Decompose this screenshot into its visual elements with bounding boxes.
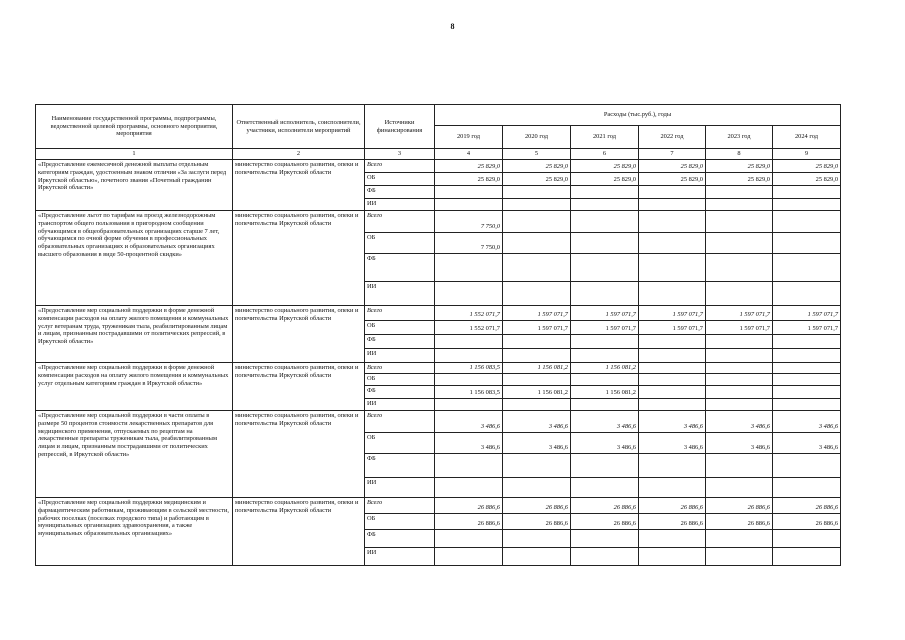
expense-value bbox=[503, 335, 571, 349]
expense-value bbox=[571, 335, 639, 349]
expense-value bbox=[571, 349, 639, 363]
expense-value bbox=[503, 399, 571, 411]
expense-value bbox=[706, 399, 773, 411]
measure-name: «Предоставление мер социальной поддержки в форме денежной компенсации расходов на оплату жилого помещения и коммунальных услуг отдельным категориям граждан в Иркутской области» bbox=[36, 363, 233, 411]
column-number: 6 bbox=[571, 149, 639, 160]
funding-source: ФБ bbox=[365, 530, 435, 548]
expense-value bbox=[639, 530, 706, 548]
expense-value: 3 486,6 bbox=[571, 411, 639, 433]
expense-value: 26 886,6 bbox=[706, 514, 773, 530]
expense-value: 1 597 071,7 bbox=[706, 321, 773, 335]
expense-value bbox=[773, 530, 841, 548]
expense-value bbox=[639, 233, 706, 254]
funding-source: ИИ bbox=[365, 548, 435, 566]
expense-value bbox=[435, 335, 503, 349]
expense-value bbox=[435, 548, 503, 566]
expense-value bbox=[639, 282, 706, 306]
expense-value bbox=[435, 199, 503, 211]
expense-value bbox=[773, 363, 841, 374]
expense-value: 26 886,6 bbox=[571, 514, 639, 530]
column-number: 1 bbox=[36, 149, 233, 160]
expense-value bbox=[639, 254, 706, 282]
funding-source: Всего bbox=[365, 160, 435, 173]
expense-value: 1 552 071,7 bbox=[435, 306, 503, 321]
expense-value bbox=[639, 363, 706, 374]
expense-value bbox=[706, 233, 773, 254]
expense-value: 26 886,6 bbox=[639, 498, 706, 514]
expense-value: 26 886,6 bbox=[435, 498, 503, 514]
expense-value: 7 750,0 bbox=[435, 211, 503, 233]
expense-value bbox=[435, 349, 503, 363]
expense-value: 1 597 071,7 bbox=[773, 321, 841, 335]
expense-value: 1 597 071,7 bbox=[503, 321, 571, 335]
expense-value: 1 597 071,7 bbox=[503, 306, 571, 321]
expense-value bbox=[773, 282, 841, 306]
expense-value bbox=[706, 386, 773, 399]
funding-source: ОБ bbox=[365, 374, 435, 386]
expense-value: 3 486,6 bbox=[706, 411, 773, 433]
expense-value bbox=[773, 454, 841, 478]
expense-value bbox=[639, 478, 706, 498]
funding-source: ОБ bbox=[365, 321, 435, 335]
expense-value bbox=[571, 478, 639, 498]
column-number-row bbox=[36, 149, 841, 160]
expense-value bbox=[571, 399, 639, 411]
expense-value bbox=[571, 282, 639, 306]
column-number: 2 bbox=[233, 149, 365, 160]
measure-executor: министерство социального развития, опеки и попечительства Иркутской области bbox=[233, 411, 365, 498]
expense-value bbox=[773, 374, 841, 386]
measure-name: «Предоставление льгот по тарифам на проезд железнодорожным транспортом общего пользования в пригородном сообщении обучающимся в общеобразовательных организациях старше 7 лет, обучающимся по очной форме обучения в профессиональных образовательных организациях и образовательных организациях высшего образования в виде 50-процентной скидки» bbox=[36, 211, 233, 306]
funding-source: ФБ bbox=[365, 335, 435, 349]
header-source: Источники финансирования bbox=[365, 105, 435, 149]
expense-value bbox=[639, 548, 706, 566]
expense-value: 1 597 071,7 bbox=[706, 306, 773, 321]
expense-value bbox=[503, 454, 571, 478]
expense-value: 3 486,6 bbox=[435, 411, 503, 433]
expense-value: 1 156 081,2 bbox=[503, 363, 571, 374]
expense-value bbox=[639, 335, 706, 349]
measure-executor: министерство социального развития, опеки и попечительства Иркутской области bbox=[233, 211, 365, 306]
table-row bbox=[36, 211, 841, 233]
table-row bbox=[36, 363, 841, 374]
expense-value bbox=[571, 454, 639, 478]
expense-value bbox=[435, 454, 503, 478]
funding-source: ОБ bbox=[365, 433, 435, 454]
column-number: 9 bbox=[773, 149, 841, 160]
expense-value: 3 486,6 bbox=[773, 411, 841, 433]
expense-value bbox=[706, 282, 773, 306]
expense-value: 3 486,6 bbox=[435, 433, 503, 454]
expense-value bbox=[706, 254, 773, 282]
expense-value bbox=[706, 349, 773, 363]
expense-value: 26 886,6 bbox=[639, 514, 706, 530]
expense-value bbox=[639, 386, 706, 399]
expense-value: 1 597 071,7 bbox=[571, 306, 639, 321]
expense-value bbox=[503, 254, 571, 282]
expense-value: 7 750,0 bbox=[435, 233, 503, 254]
expense-value: 26 886,6 bbox=[571, 498, 639, 514]
funding-source: Всего bbox=[365, 363, 435, 374]
expense-value bbox=[773, 199, 841, 211]
expense-value: 25 829,0 bbox=[639, 173, 706, 186]
expense-value bbox=[773, 186, 841, 199]
expense-value bbox=[503, 186, 571, 199]
expense-value bbox=[639, 454, 706, 478]
measure-name: «Предоставление мер социальной поддержки в части оплаты в размере 50 процентов стоимости лекарственных препаратов для медицинского применения, отпускаемых по рецептам на лекарственные препараты труженикам тыла, реабилитированным лицам и лицам, признанным пострадавшими от политических репрессий, в Иркутской области» bbox=[36, 411, 233, 498]
expense-value bbox=[706, 548, 773, 566]
expense-value bbox=[503, 548, 571, 566]
header-year: 2019 год bbox=[435, 126, 503, 149]
expense-value bbox=[773, 478, 841, 498]
expense-value bbox=[706, 478, 773, 498]
expense-value bbox=[706, 363, 773, 374]
expense-value: 1 156 081,2 bbox=[571, 363, 639, 374]
funding-source: ОБ bbox=[365, 514, 435, 530]
column-number: 7 bbox=[639, 149, 706, 160]
funding-source: Всего bbox=[365, 211, 435, 233]
expense-value: 1 156 083,5 bbox=[435, 386, 503, 399]
expense-value bbox=[503, 478, 571, 498]
table-row bbox=[36, 306, 841, 321]
header-year: 2024 год bbox=[773, 126, 841, 149]
expense-value bbox=[639, 199, 706, 211]
funding-source: ИИ bbox=[365, 478, 435, 498]
header-year: 2020 год bbox=[503, 126, 571, 149]
funding-source: ОБ bbox=[365, 233, 435, 254]
expense-value bbox=[435, 399, 503, 411]
expense-value bbox=[435, 478, 503, 498]
table-body bbox=[36, 160, 841, 566]
expense-value bbox=[435, 374, 503, 386]
expense-value: 25 829,0 bbox=[706, 160, 773, 173]
expense-value: 1 156 081,2 bbox=[503, 386, 571, 399]
expense-value: 1 597 071,7 bbox=[639, 321, 706, 335]
expense-value: 3 486,6 bbox=[773, 433, 841, 454]
header-expenses: Расходы (тыс.руб.), годы bbox=[435, 105, 841, 126]
measure-executor: министерство социального развития, опеки и попечительства Иркутской области bbox=[233, 363, 365, 411]
expense-value: 25 829,0 bbox=[503, 173, 571, 186]
expense-value: 26 886,6 bbox=[435, 514, 503, 530]
expense-value: 26 886,6 bbox=[773, 498, 841, 514]
funding-source: Всего bbox=[365, 498, 435, 514]
expense-value bbox=[639, 211, 706, 233]
expense-value: 26 886,6 bbox=[503, 498, 571, 514]
expense-value: 1 597 071,7 bbox=[773, 306, 841, 321]
expense-value bbox=[639, 374, 706, 386]
expense-value: 25 829,0 bbox=[706, 173, 773, 186]
expense-value bbox=[503, 282, 571, 306]
expense-value: 25 829,0 bbox=[571, 160, 639, 173]
measure-executor: министерство социального развития, опеки и попечительства Иркутской области bbox=[233, 498, 365, 566]
expense-value bbox=[706, 454, 773, 478]
expense-value bbox=[503, 199, 571, 211]
expense-value bbox=[571, 186, 639, 199]
expense-value bbox=[639, 399, 706, 411]
column-number: 3 bbox=[365, 149, 435, 160]
expense-value: 26 886,6 bbox=[503, 514, 571, 530]
expense-value bbox=[639, 349, 706, 363]
expense-value: 25 829,0 bbox=[773, 160, 841, 173]
expense-value bbox=[773, 548, 841, 566]
expense-value bbox=[773, 349, 841, 363]
funding-source: ФБ bbox=[365, 386, 435, 399]
expense-value bbox=[706, 186, 773, 199]
measure-name: «Предоставление мер социальной поддержки медицинским и фармацевтическим работникам, проживающим в сельской местности, рабочих поселках (поселках городского типа) и работающим в муниципальных организациях здравоохранения, а также муниципальных образовательных организациях» bbox=[36, 498, 233, 566]
expense-value bbox=[773, 233, 841, 254]
expense-value: 25 829,0 bbox=[503, 160, 571, 173]
expense-value bbox=[773, 386, 841, 399]
expense-value: 25 829,0 bbox=[435, 173, 503, 186]
expense-value bbox=[773, 254, 841, 282]
expense-value bbox=[571, 530, 639, 548]
table-row bbox=[36, 411, 841, 433]
expense-value bbox=[503, 349, 571, 363]
expense-value bbox=[706, 335, 773, 349]
expense-value bbox=[503, 530, 571, 548]
expense-value bbox=[435, 186, 503, 199]
column-number: 4 bbox=[435, 149, 503, 160]
expense-value bbox=[435, 254, 503, 282]
funding-source: ИИ bbox=[365, 349, 435, 363]
expense-value bbox=[706, 199, 773, 211]
budget-table bbox=[35, 104, 841, 566]
funding-source: Всего bbox=[365, 306, 435, 321]
expense-value bbox=[503, 374, 571, 386]
expense-value bbox=[571, 211, 639, 233]
expense-value: 3 486,6 bbox=[503, 411, 571, 433]
expense-value: 3 486,6 bbox=[639, 411, 706, 433]
expense-value bbox=[773, 335, 841, 349]
column-number: 8 bbox=[706, 149, 773, 160]
expense-value bbox=[571, 199, 639, 211]
expense-value bbox=[706, 211, 773, 233]
measure-name: «Предоставление ежемесячной денежной выплаты отдельным категориям граждан, удостоенным знаком отличия «За заслуги перед Иркутской областью», почетного звания «Почетный гражданин Иркутской области» bbox=[36, 160, 233, 211]
expense-value bbox=[773, 211, 841, 233]
table-row bbox=[36, 498, 841, 514]
table-row bbox=[36, 160, 841, 173]
measure-name: «Предоставление мер социальной поддержки в форме денежной компенсации расходов на оплату жилого помещения и коммунальных услуг ветеранам труда, труженикам тыла, реабилитированным лицам и лицам, признанным пострадавшими от политических репрессий, в Иркутской области» bbox=[36, 306, 233, 363]
funding-source: Всего bbox=[365, 411, 435, 433]
funding-source: ИИ bbox=[365, 282, 435, 306]
funding-source: ФБ bbox=[365, 186, 435, 199]
expense-value bbox=[571, 254, 639, 282]
header-year: 2023 год bbox=[706, 126, 773, 149]
funding-source: ОБ bbox=[365, 173, 435, 186]
expense-value: 25 829,0 bbox=[639, 160, 706, 173]
expense-value: 3 486,6 bbox=[571, 433, 639, 454]
measure-executor: министерство социального развития, опеки и попечительства Иркутской области bbox=[233, 306, 365, 363]
funding-source: ИИ bbox=[365, 199, 435, 211]
expense-value: 1 597 071,7 bbox=[571, 321, 639, 335]
header-executor: Ответственный исполнитель, соисполнители, участники, исполнители мероприятий bbox=[233, 105, 365, 149]
header-year: 2021 год bbox=[571, 126, 639, 149]
expense-value: 3 486,6 bbox=[503, 433, 571, 454]
funding-source: ИИ bbox=[365, 399, 435, 411]
expense-value: 3 486,6 bbox=[639, 433, 706, 454]
expense-value bbox=[571, 374, 639, 386]
expense-value: 26 886,6 bbox=[706, 498, 773, 514]
expense-value bbox=[435, 530, 503, 548]
column-number: 5 bbox=[503, 149, 571, 160]
header-year: 2022 год bbox=[639, 126, 706, 149]
expense-value: 25 829,0 bbox=[571, 173, 639, 186]
expense-value: 1 156 083,5 bbox=[435, 363, 503, 374]
measure-executor: министерство социального развития, опеки и попечительства Иркутской области bbox=[233, 160, 365, 211]
expense-value: 26 886,6 bbox=[773, 514, 841, 530]
expense-value: 1 552 071,7 bbox=[435, 321, 503, 335]
expense-value bbox=[503, 233, 571, 254]
header-name: Наименование государственной программы, подпрограммы, ведомственной целевой программы, основного мероприятия, мероприятия bbox=[36, 105, 233, 149]
expense-value bbox=[639, 186, 706, 199]
expense-value bbox=[706, 530, 773, 548]
page-number: 8 bbox=[450, 22, 455, 31]
funding-source: ФБ bbox=[365, 454, 435, 478]
expense-value: 25 829,0 bbox=[435, 160, 503, 173]
funding-source: ФБ bbox=[365, 254, 435, 282]
expense-value bbox=[571, 548, 639, 566]
expense-value bbox=[773, 399, 841, 411]
expense-value bbox=[571, 233, 639, 254]
expense-value bbox=[435, 282, 503, 306]
expense-value: 1 156 081,2 bbox=[571, 386, 639, 399]
expense-value: 1 597 071,7 bbox=[639, 306, 706, 321]
expense-value: 25 829,0 bbox=[773, 173, 841, 186]
expense-value bbox=[503, 211, 571, 233]
expense-value bbox=[706, 374, 773, 386]
expense-value: 3 486,6 bbox=[706, 433, 773, 454]
